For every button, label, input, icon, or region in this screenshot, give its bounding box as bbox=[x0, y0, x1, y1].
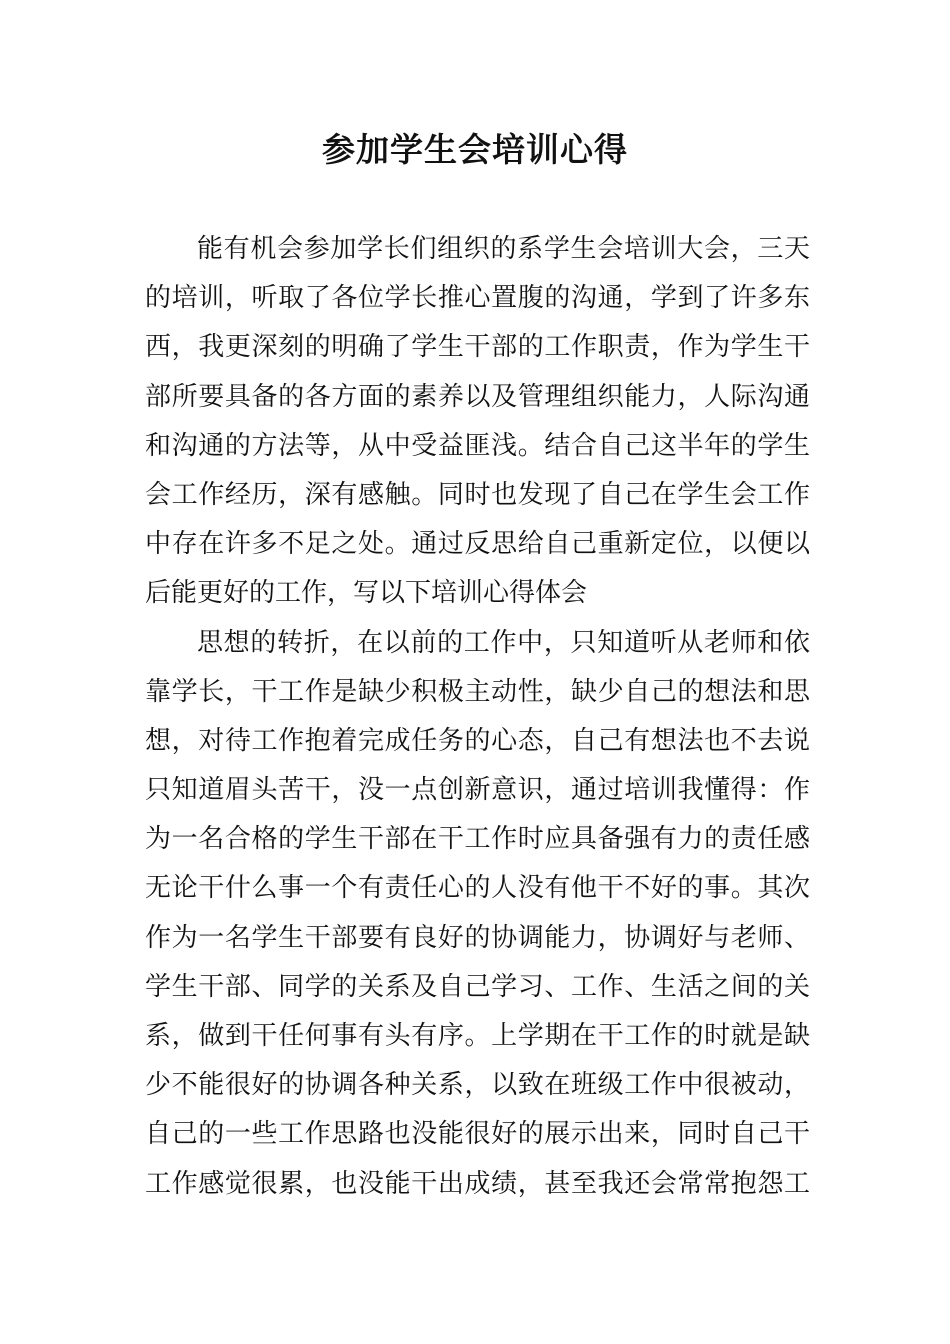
paragraph-line: 作为一名学生干部要有良好的协调能力，协调好与老师、 bbox=[145, 922, 810, 953]
paragraph-line: 只知道眉头苦干，没一点创新意识，通过培训我懂得：作 bbox=[145, 775, 810, 806]
paragraph-line: 少不能很好的协调各种关系，以致在班级工作中很被动， bbox=[145, 1070, 810, 1101]
paragraph-line: 会工作经历，深有感触。同时也发现了自己在学生会工作 bbox=[145, 479, 810, 510]
paragraph-line: 自己的一些工作思路也没能很好的展示出来，同时自己干 bbox=[145, 1119, 810, 1150]
paragraph-line: 学生干部、同学的关系及自己学习、工作、生活之间的关 bbox=[145, 971, 810, 1002]
paragraph-line: 系，做到干任何事有头有序。上学期在干工作的时就是缺 bbox=[145, 1021, 810, 1051]
paragraph-line: 中存在许多不足之处。通过反思给自己重新定位，以便以 bbox=[145, 529, 810, 560]
paragraph-line: 的培训，听取了各位学长推心置腹的沟通，学到了许多东 bbox=[145, 283, 810, 314]
paragraph-line: 思想的转折，在以前的工作中，只知道听从老师和依 bbox=[197, 627, 810, 658]
paragraph-line: 部所要具备的各方面的素养以及管理组织能力，人际沟通 bbox=[145, 381, 810, 412]
paragraph-2 bbox=[145, 619, 810, 1209]
paragraph-line: 无论干什么事一个有责任心的人没有他干不好的事。其次 bbox=[145, 873, 810, 904]
paragraph-line: 西，我更深刻的明确了学生干部的工作职责，作为学生干 bbox=[145, 332, 810, 363]
document-body bbox=[145, 225, 810, 1209]
paragraph-line: 想，对待工作抱着完成任务的心态，自己有想法也不去说 bbox=[145, 725, 810, 756]
paragraph-1 bbox=[145, 225, 810, 619]
paragraph-line: 和沟通的方法等，从中受益匪浅。结合自己这半年的学生 bbox=[145, 430, 810, 461]
paragraph-line: 工作感觉很累，也没能干出成绩，甚至我还会常常抱怨工 bbox=[145, 1168, 810, 1199]
paragraph-line: 靠学长，干工作是缺少积极主动性，缺少自己的想法和思 bbox=[145, 676, 810, 707]
paragraph-line: 能有机会参加学长们组织的系学生会培训大会，三天 bbox=[197, 234, 810, 264]
paragraph-line: 后能更好的工作，写以下培训心得体会 bbox=[145, 578, 588, 609]
document-title: 参加学生会培训心得 bbox=[322, 130, 628, 169]
paragraph-line: 为一名合格的学生干部在干工作时应具备强有力的责任感 bbox=[145, 824, 810, 855]
